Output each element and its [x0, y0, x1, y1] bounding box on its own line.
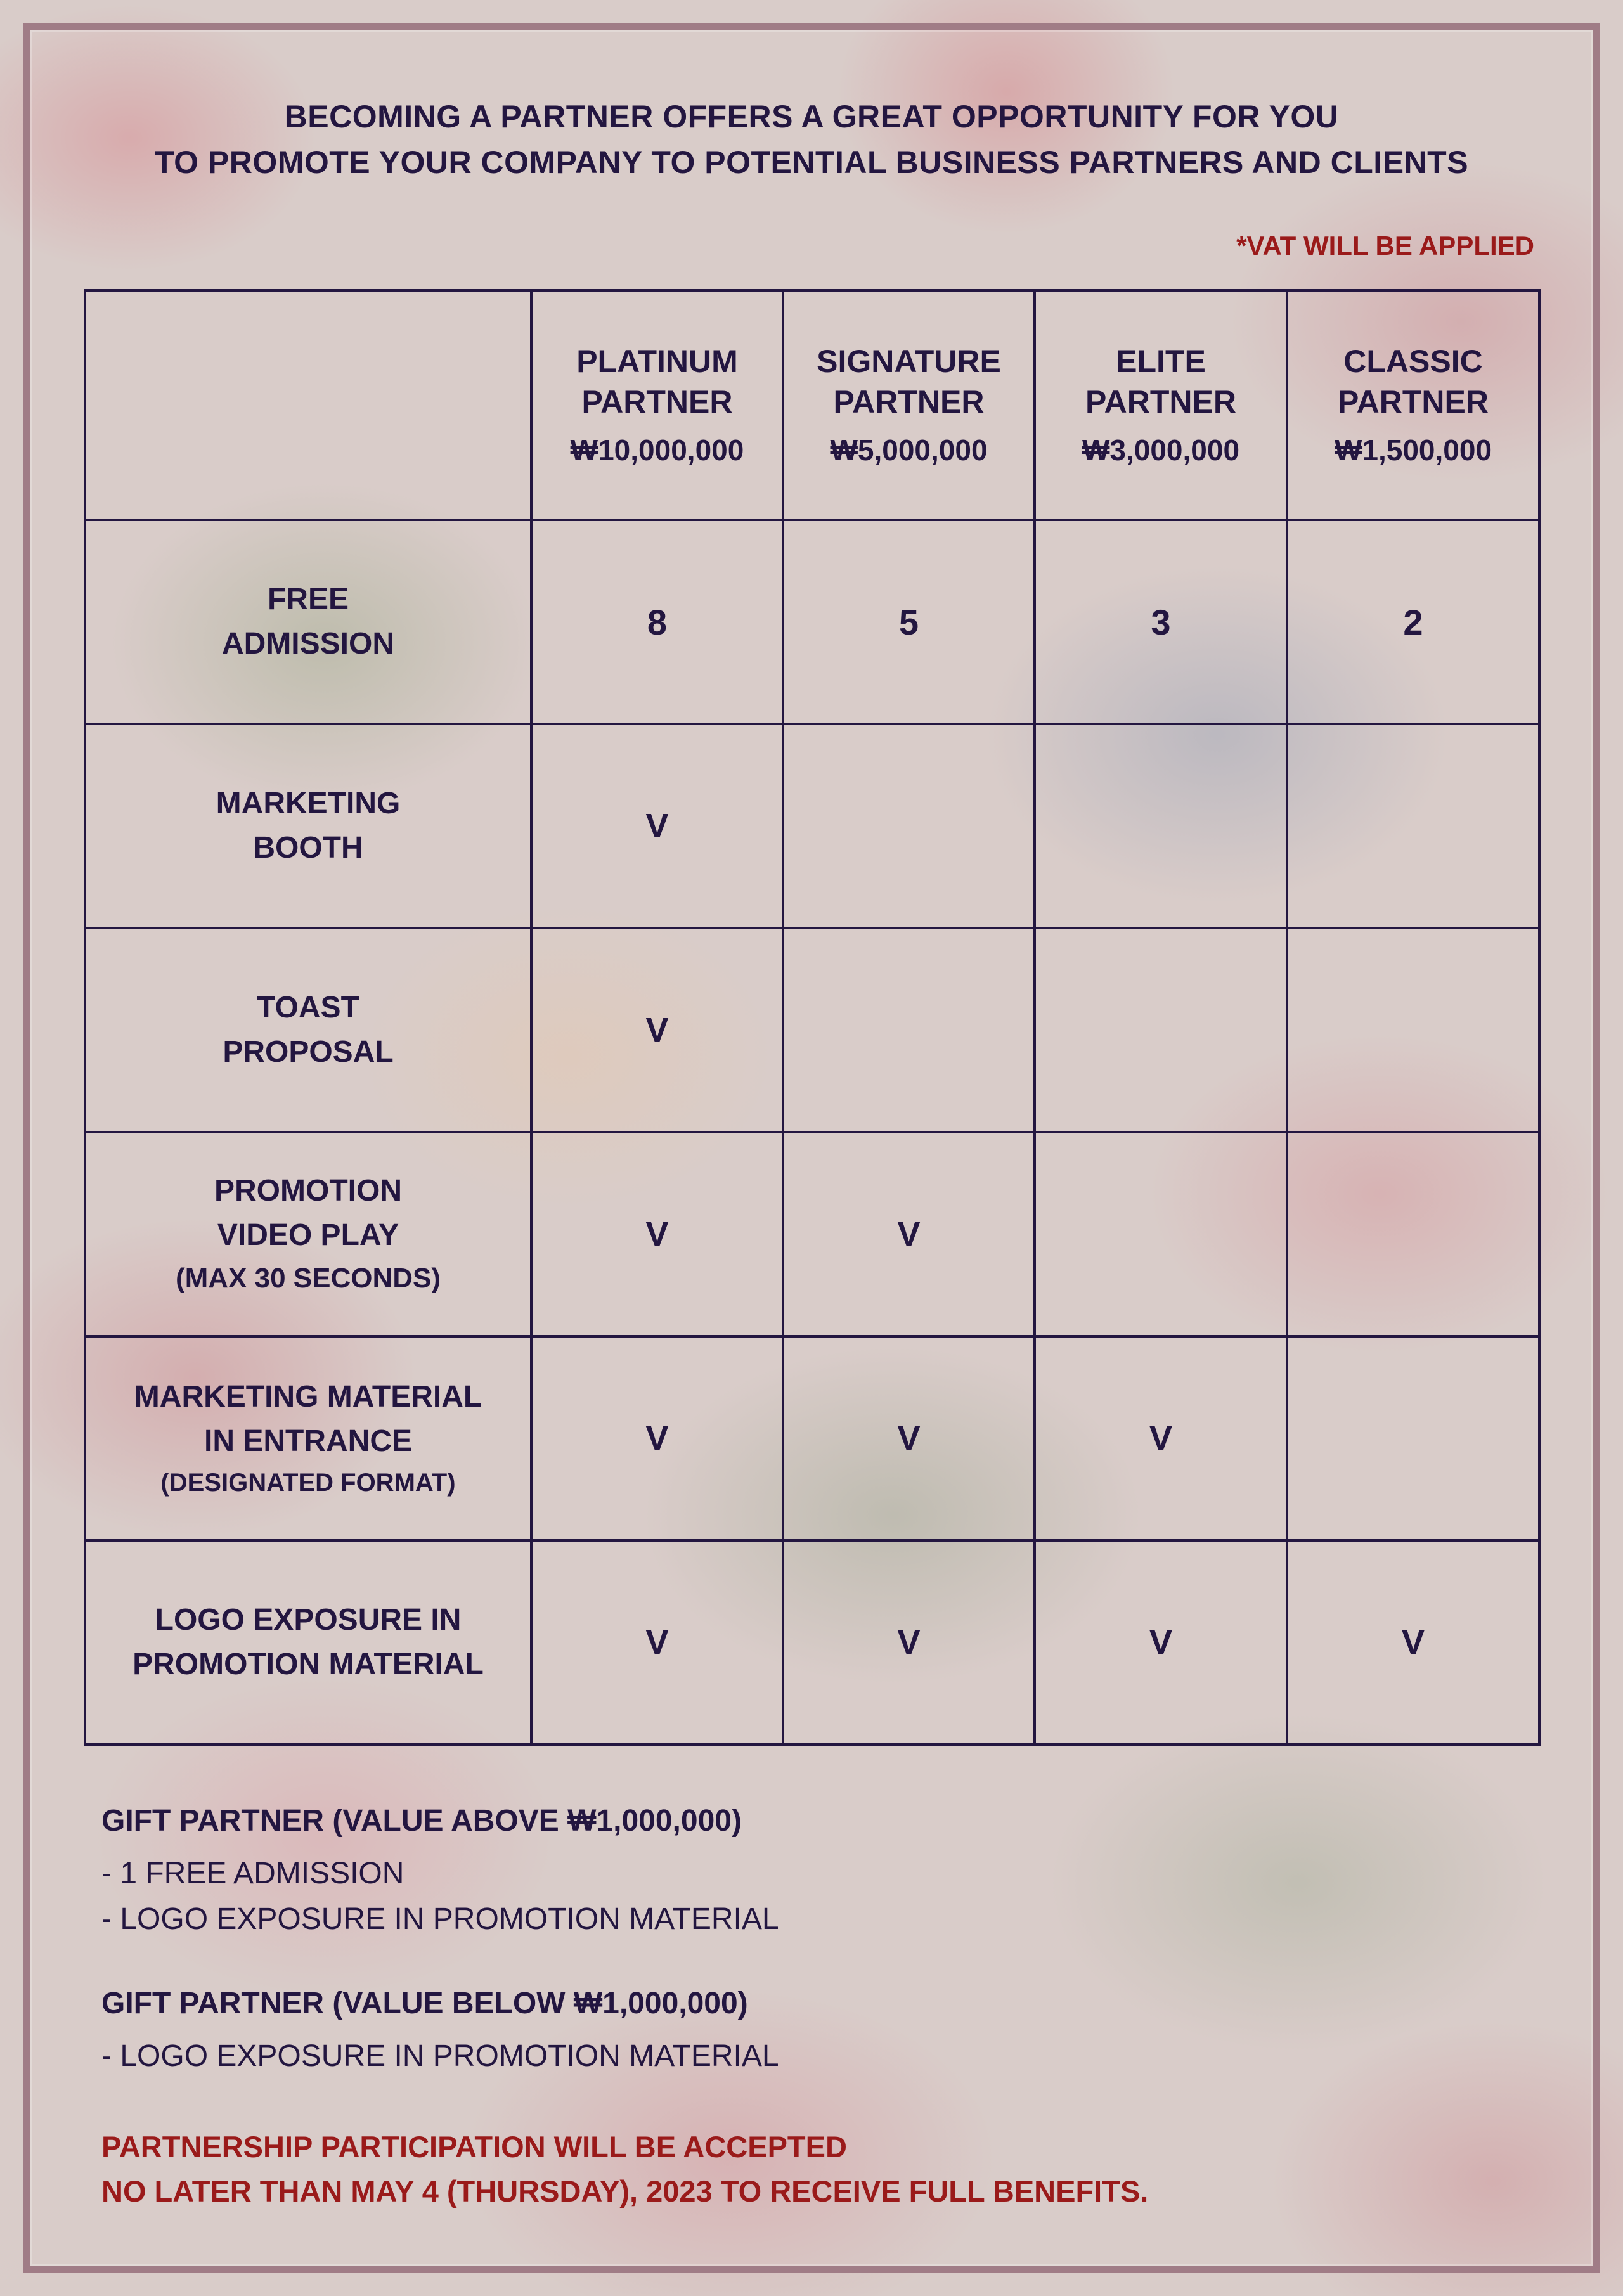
tier-name: SIGNATURE: [817, 344, 1001, 379]
tier-price: ₩3,000,000: [1082, 434, 1240, 467]
benefit-cell: [783, 928, 1035, 1132]
benefit-cell: [1287, 724, 1539, 928]
benefit-cell: 2: [1287, 520, 1539, 724]
benefit-cell: V: [1035, 1336, 1287, 1540]
benefit-cell: [1287, 1132, 1539, 1336]
benefit-label: [85, 724, 531, 928]
benefit-label-line: MARKETING: [216, 787, 401, 820]
tier-price: ₩10,000,000: [570, 434, 744, 467]
gift-partner-below: [101, 1982, 1496, 2079]
tier-name: CLASSIC: [1343, 344, 1483, 379]
benefit-cell: V: [531, 928, 783, 1132]
headline-line-2: TO PROMOTE YOUR COMPANY TO POTENTIAL BUSINESS PARTNERS AND CLIENTS: [154, 145, 1469, 180]
benefit-cell: [1287, 928, 1539, 1132]
benefit-label-line: ADMISSION: [221, 627, 394, 661]
tier-price: ₩5,000,000: [830, 434, 988, 467]
tier-name: PARTNER: [833, 384, 985, 420]
gift-below-title: GIFT PARTNER (VALUE BELOW ₩1,000,000): [101, 1987, 748, 2020]
benefit-label-line: VIDEO PLAY: [217, 1218, 399, 1252]
tier-price: ₩1,500,000: [1334, 434, 1492, 467]
benefit-cell: 8: [531, 520, 783, 724]
gift-above-item: - 1 FREE ADMISSION: [101, 1857, 404, 1890]
benefit-cell: V: [1287, 1540, 1539, 1745]
benefit-cell: [1287, 1336, 1539, 1540]
benefit-cell: 5: [783, 520, 1035, 724]
tier-elite: [1035, 290, 1287, 520]
gift-above-item: - LOGO EXPOSURE IN PROMOTION MATERIAL: [101, 1902, 779, 1936]
gift-partner-above: [101, 1799, 1496, 1942]
benefit-row-promotion-video: [85, 1132, 1539, 1336]
tier-name: ELITE: [1116, 344, 1206, 379]
benefit-label: [85, 520, 531, 724]
tier-name: PLATINUM: [576, 344, 738, 379]
benefit-cell: V: [531, 724, 783, 928]
benefit-cell: V: [783, 1336, 1035, 1540]
benefit-label-line: PROMOTION MATERIAL: [133, 1648, 484, 1681]
gift-above-title: GIFT PARTNER (VALUE ABOVE ₩1,000,000): [101, 1804, 742, 1838]
benefit-row-marketing-booth: [85, 724, 1539, 928]
vat-note: *VAT WILL BE APPLIED: [1236, 231, 1534, 261]
benefit-cell: V: [1035, 1540, 1287, 1745]
benefit-cell: V: [783, 1540, 1035, 1745]
benefit-label: [85, 928, 531, 1132]
tier-name: PARTNER: [1338, 384, 1489, 420]
benefit-label-line: MARKETING MATERIAL: [134, 1380, 482, 1414]
benefit-cell: [783, 724, 1035, 928]
benefit-cell: 3: [1035, 520, 1287, 724]
deadline-note: [101, 2125, 1148, 2214]
benefit-cell: V: [531, 1540, 783, 1745]
tier-name: PARTNER: [1085, 384, 1236, 420]
benefit-label-line: PROPOSAL: [223, 1035, 394, 1069]
benefit-label-line: PROMOTION: [214, 1174, 402, 1208]
benefit-cell: [1035, 928, 1287, 1132]
benefit-cell: V: [783, 1132, 1035, 1336]
benefit-label-note: (MAX 30 SECONDS): [175, 1263, 441, 1294]
benefit-cell: V: [531, 1132, 783, 1336]
headline-line-1: BECOMING A PARTNER OFFERS A GREAT OPPORTUNITY FOR YOU: [284, 99, 1339, 134]
benefit-cell: [1035, 1132, 1287, 1336]
benefit-label: [85, 1132, 531, 1336]
deadline-line-2: NO LATER THAN MAY 4 (THURSDAY), 2023 TO RECEIVE FULL BENEFITS.: [101, 2174, 1149, 2208]
benefit-label-line: IN ENTRANCE: [204, 1424, 412, 1458]
benefit-row-free-admission: [85, 520, 1539, 724]
deadline-line-1: PARTNERSHIP PARTICIPATION WILL BE ACCEPTED: [101, 2130, 847, 2164]
gift-below-item: - LOGO EXPOSURE IN PROMOTION MATERIAL: [101, 2039, 779, 2073]
tier-header-row: [85, 290, 1539, 520]
corner-cell: [85, 290, 531, 520]
benefit-label-line: TOAST: [257, 991, 359, 1024]
benefit-row-toast-proposal: [85, 928, 1539, 1132]
benefit-label-line: FREE: [267, 583, 349, 616]
tier-classic: [1287, 290, 1539, 520]
benefit-cell: V: [531, 1336, 783, 1540]
tier-name: PARTNER: [581, 384, 733, 420]
benefit-label-line: BOOTH: [253, 831, 363, 865]
benefit-row-logo-exposure: [85, 1540, 1539, 1745]
benefit-cell: [1035, 724, 1287, 928]
tier-signature: [783, 290, 1035, 520]
benefit-label: [85, 1336, 531, 1540]
benefit-label-note: (DESIGNATED FORMAT): [160, 1469, 456, 1497]
tier-platinum: [531, 290, 783, 520]
benefit-row-marketing-material: [85, 1336, 1539, 1540]
page-headline: [89, 94, 1534, 185]
benefit-label: [85, 1540, 531, 1745]
benefit-label-line: LOGO EXPOSURE IN: [155, 1603, 462, 1637]
partnership-table: [84, 289, 1541, 1746]
